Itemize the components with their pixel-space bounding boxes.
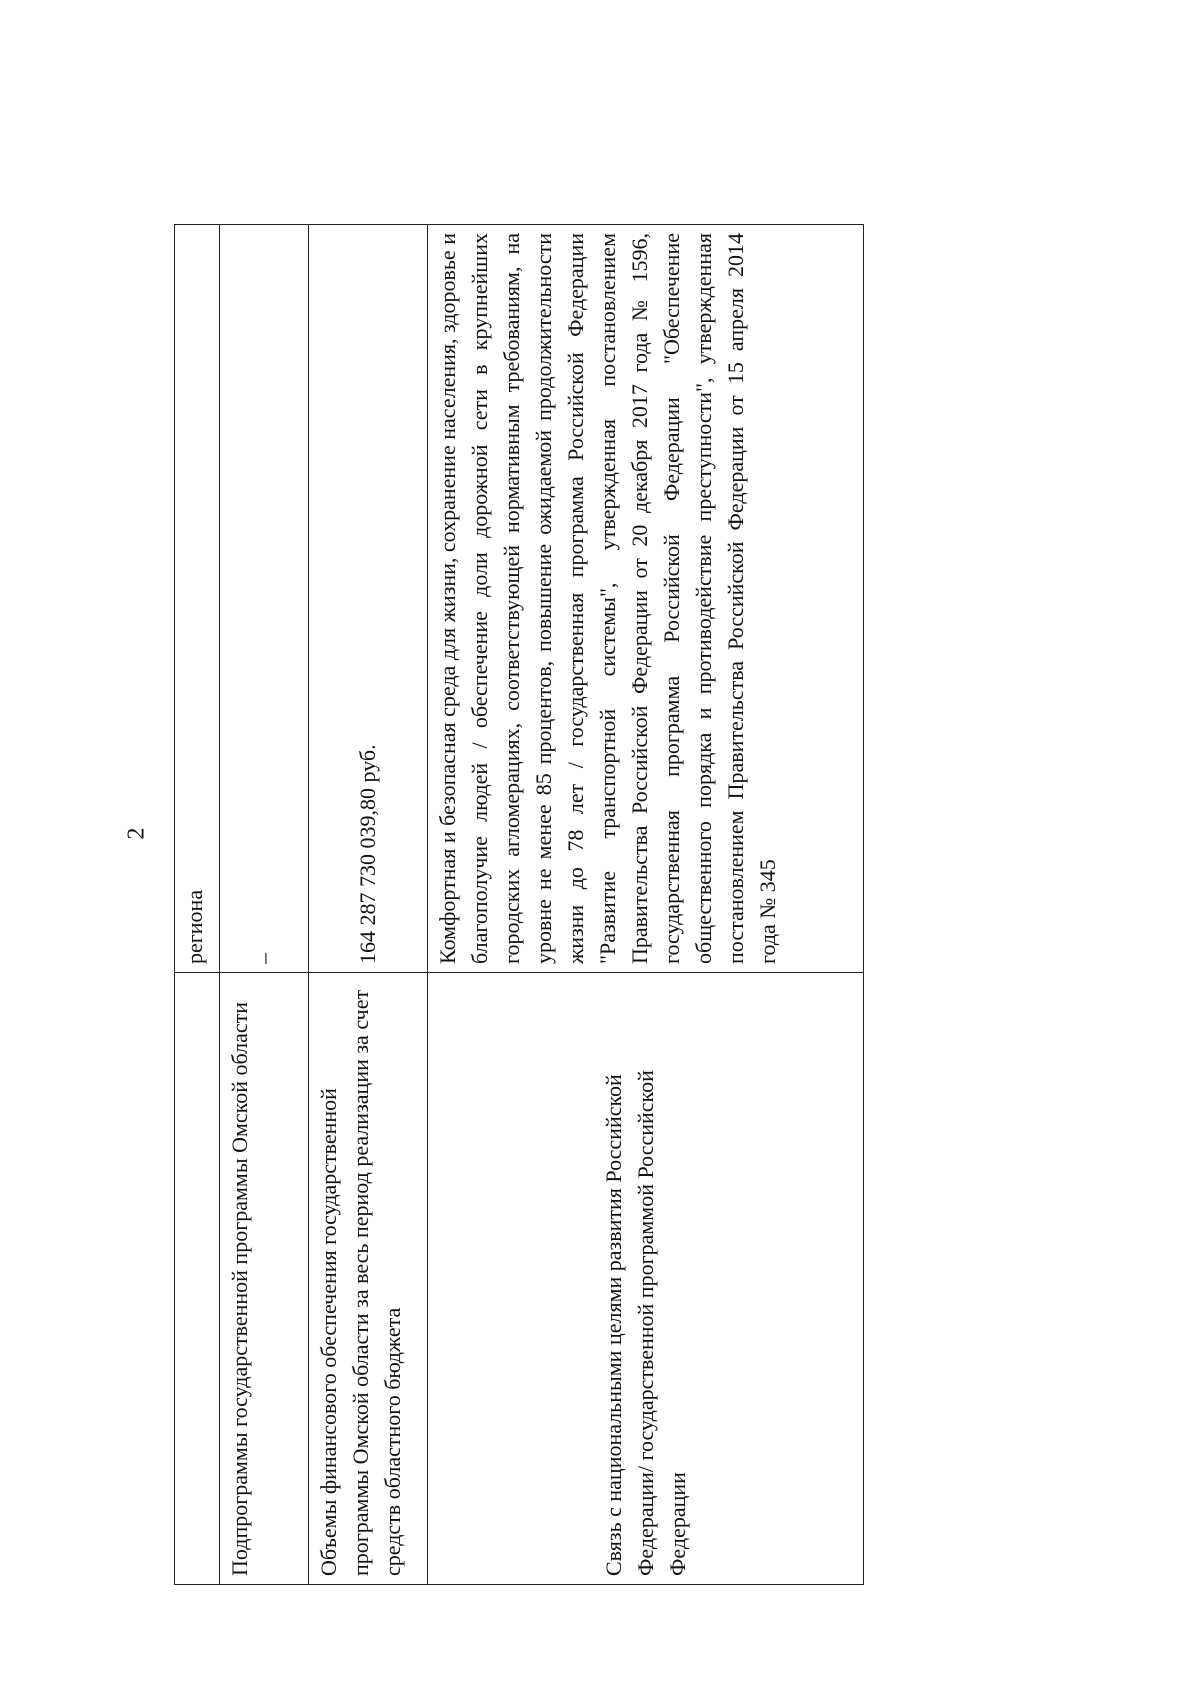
funding-label: Объемы финансового обеспечения государственной программы Омской области за весь период реализации за счет средств областного бюджета — [309, 973, 428, 1585]
table-cell-region: региона — [175, 225, 220, 973]
passport-table — [174, 224, 864, 1585]
table-row — [220, 225, 309, 1585]
table-cell-empty — [175, 973, 220, 1585]
national-goals-label-text: Связь с национальными целями развития Российской Федерации/ государственной программой Российской Федерации — [600, 1070, 690, 1576]
table-row — [309, 225, 428, 1585]
national-goals-value: Комфортная и безопасная среда для жизни, сохранение населения, здоровье и благополучие людей / обеспечение доли дорожной сети в крупнейших городских агломерациях, соответствующей нормативным требованиям, на уровне не менее 85 процентов, повышение ожидаемой продолжительности жизни до 78 лет / государственная программа Российской Федерации "Развитие транспортной системы", утвержденная постановлением Правительства Российской Федерации от 20 декабря 2017 года № 1596, государственная программа Российской Федерации "Обеспечение общественного порядка и противодействие преступности", утвержденная постановлением Правительства Российской Федерации от 15 апреля 2014 года № 345 — [428, 225, 864, 973]
national-goals-label — [428, 973, 864, 1585]
subprograms-value: – — [220, 225, 309, 973]
funding-value: 164 287 730 039,80 руб. — [309, 225, 428, 973]
table-row — [175, 225, 220, 1585]
page-number: 2 — [123, 827, 150, 840]
subprograms-label: Подпрограммы государственной программы Омской области — [220, 973, 309, 1585]
rotated-table-wrapper — [174, 225, 864, 1585]
table-row — [428, 225, 864, 1585]
